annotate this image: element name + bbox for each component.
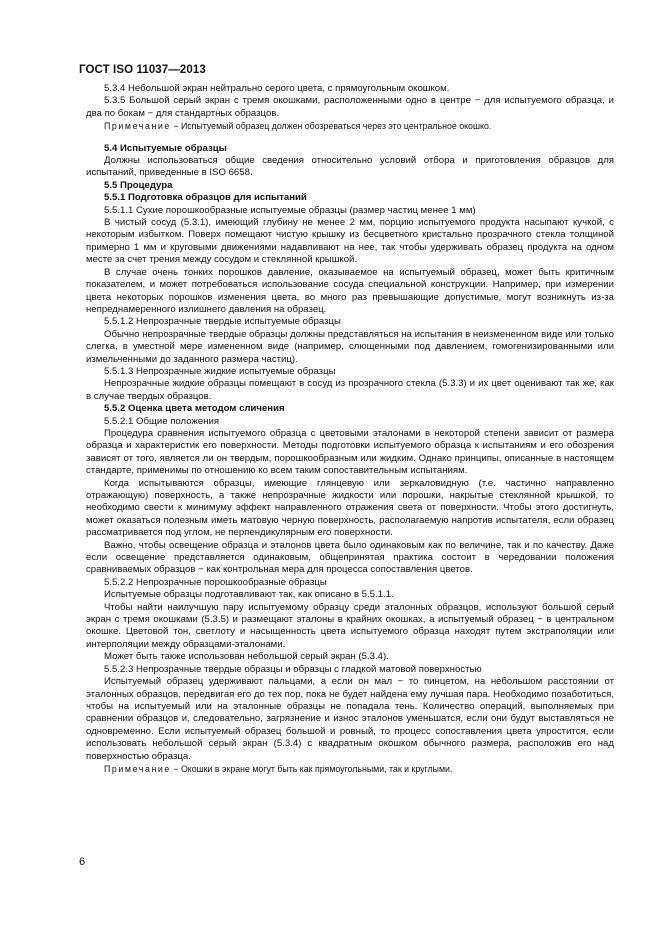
note-text: − Испытуемый образец должен обозреваться через это центральное окошко. [170, 121, 492, 132]
body-paragraph: В случае очень тонких порошков давление, оказываемое на испытуемый образец, может быть критичным показателем, и может потребоваться использование сосуда специальной конструкции. Например, при измерении цвета некоторых порошков изменения цвета, во много раз превышающие допустимые, могут возникнуть из-за непреднамеренного излишнего давления на образец. [86, 266, 614, 315]
body-paragraph: 5.5.2.2 Непрозрачные порошкообразные образцы [104, 576, 327, 588]
body-paragraph: Важно, чтобы освещение образца и эталонов цвета было одинаковым как по величине, так и по качеству. Даже если освещение представляется одинаковым, общепринятая практика состоит в чередовании положения сравниваемых образцов − как контрольная мера для процесса сопоставления цветов. [86, 539, 614, 576]
note-text: − Окошки в экране могут быть как прямоугольными, так и круглыми. [170, 763, 453, 774]
section-heading: 5.5.2 Оценка цвета методом сличения [104, 403, 285, 415]
body-paragraph: 5.5.1.3 Непрозрачные жидкие испытуемые образцы [104, 365, 336, 377]
body-paragraph: 5.5.2.3 Непрозрачные твердые образцы и образцы с гладкой матовой поверхностью [104, 663, 482, 675]
body-paragraph: Чтобы найти наилучшую пару испытуемому образцу среди эталонных образцов, используют большой серый экран с тремя окошками (5.3.5) и размещают эталоны в крайних окошках, а испытуемый образец − в центральном окошке. Цветовой тон, светлоту и насыщенность цвета испытуемого образца находят путем экстраполяции или интерполяции между образцами-эталонами. [86, 601, 614, 650]
body-paragraph: В чистый сосуд (5.3.1), имеющий глубину не менее 2 мм, порцию испытуемого продукта насыпают кучкой, с некоторым избытком. Поверх помещают чистую крышку из бесцветного кристально прозрачного стекла толщиной примерно 1 мм и круговыми движениями надавливают на нее, так чтобы удерживать образец продукта на одном месте за счет трения между сосудом и стеклянной крышкой. [86, 217, 614, 266]
page-number: 6 [79, 856, 86, 868]
body-paragraph: Непрозрачные жидкие образцы помещают в сосуд из прозрачного стекла (5.3.3) и их цвет оценивают так же, как в случае твердых образцов. [86, 378, 614, 402]
note-label: Примечание [104, 763, 171, 774]
note-label: Примечание [104, 121, 171, 132]
note-paragraph [86, 763, 614, 775]
body-paragraph: 5.5.1.2 Непрозрачные твердые испытуемые образцы [104, 316, 341, 328]
body-paragraph: Когда испытываются образцы, имеющие глянцевую или зеркаловидную (т.е. частично направленно отражающую) поверхность, а также непрозрачные жидкости или порошки, накрытые стеклянной крышкой, то необходимо свести к минимуму эффект направленного отражения света от поверхности. Чтобы этого достигнуть, может оказаться полезным иметь матовую черную поверхность, располагаемую напротив испытателя, если образец рассматривается под углом, не перпендикулярным его поверхности. [86, 477, 614, 539]
body-paragraph: Процедура сравнения испытуемого образца с цветовыми эталонами в некоторой степени зависит от размера образца и характеристик его поверхности. Методы подготовки испытуемого образца к испытаниям и его обозрения зависят от того, является ли он твердым, порошкообразным или жидким. Однако принципы, описанные в настоящем стандарте, применимы по отношению ко всем таким сопоставительным испытаниям. [86, 427, 614, 477]
section-heading: 5.5 Процедура [104, 179, 173, 191]
document-body [86, 83, 614, 775]
section-heading: 5.4 Испытуемые образцы [104, 142, 227, 154]
body-paragraph: 5.5.2.1 Общие положения [104, 415, 220, 427]
body-paragraph: 5.3.4 Небольшой экран нейтрально серого цвета, с прямоугольным окошком. [104, 83, 450, 94]
section-gap [86, 133, 614, 143]
body-paragraph: Испытуемый образец удерживают пальцами, а если он мал − то пинцетом, на небольшом расстоянии от эталонных образцов, передвигая его до тех пор, пока не будет найдена ему лучшая пара. Необходимо позаботиться, чтобы на испытуемый или на эталонные образцы не попадала тень. Количество операций, выполняемых при сравнении образцов и, следовательно, загрязнение и износ эталонов уменьшатся, если они будут выставляться не одновременно. Если испытуемый образец большой и ровный, то процесс сопоставления цвета упростится, если использовать небольшой серый экран (5.3.4) с квадратным окошком обычного размера, расположив его над поверхностью образца. [86, 676, 614, 762]
body-paragraph: Может быть также использован небольшой серый экран (5.3.4). [104, 651, 389, 663]
body-paragraph: 5.5.1.1 Сухие порошкообразные испытуемые образцы (размер частиц менее 1 мм) [104, 204, 476, 216]
body-paragraph: Должны использоваться общие сведения относительно условий отбора и приготовления образцов для испытаний, приведенные в ISO 6658. [86, 155, 614, 179]
body-paragraph: 5.3.5 Большой серый экран с тремя окошками, расположенными одно в центре − для испытуемого образца, и два по бокам − для стандартных образцов. [86, 95, 614, 119]
document-header: ГОСТ ISO 11037—2013 [79, 64, 206, 76]
body-paragraph: Испытуемые образцы подготавливают так, как описано в 5.5.1.1. [104, 589, 394, 601]
note-paragraph [86, 120, 614, 132]
body-paragraph: Обычно непрозрачные твердые образцы должны представляться на испытания в неизмененном виде или только слегка, в уместной мере измененном виде (например, слющенными под давлением, гомогенизированными или измельченными до заданного размера частиц). [86, 328, 614, 365]
section-heading: 5.5.1 Подготовка образцов для испытаний [104, 192, 307, 204]
